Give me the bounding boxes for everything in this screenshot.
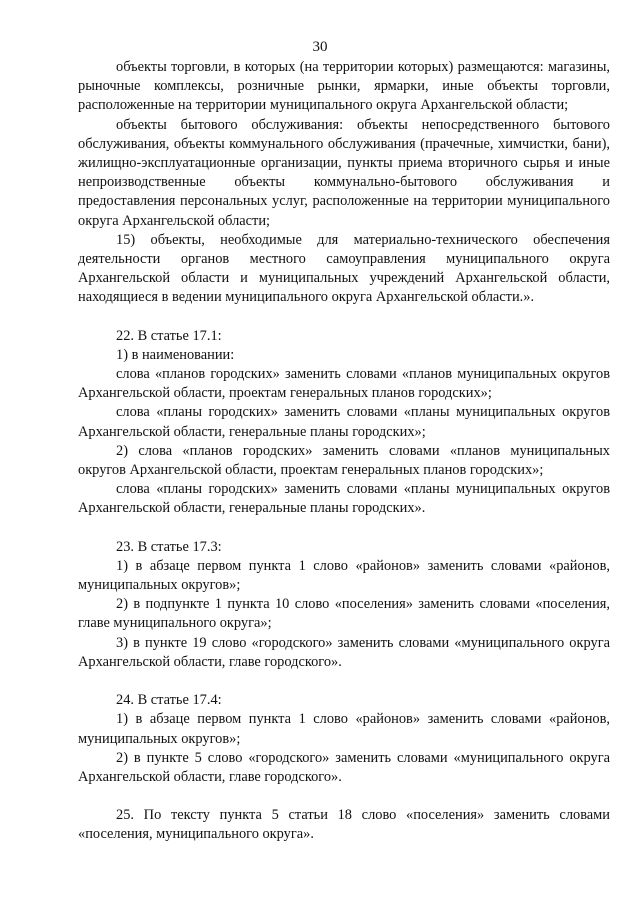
paragraph: слова «планы городских» заменить словами «планы муниципальных округов Архангельской области, генеральные планы городских»; — [78, 404, 610, 440]
paragraph: 2) в подпункте 1 пункта 10 слово «поселения» заменить словами «поселения, главе муниципального округа»; — [78, 596, 610, 632]
paragraph: 15) объекты, необходимые для материально-технического обеспечения деятельности органов местного самоуправления муниципального округа Архангельской области и муниципальных учреждений Архангельской области, находящиеся в ведении муниципального округа Архангельской области.». — [78, 231, 610, 306]
paragraph: 2) слова «планов городских» заменить словами «планов муниципальных округов Архангельской области, проектам генеральных планов городских»; — [78, 442, 610, 479]
paragraph: объекты бытового обслуживания: объекты непосредственного бытового обслуживания, объекты коммунального обслуживания (прачечные, химчистки, бани), жилищно-эксплуатационные организации, пункты приема вторичного сырья и иные непроизводственные объекты коммунально-бытового обслуживания и предоставления персональных услуг, расположенные на территории муниципального округа Архангельской области; — [78, 116, 610, 229]
paragraph: объекты торговли, в которых (на территории которых) размещаются: магазины, рыночные комплексы, розничные рынки, ярмарки, иные объекты торговли, расположенные на территории муниципального округа Архангельской области; — [78, 59, 610, 114]
page-number: 30 — [312, 39, 328, 55]
paragraph: 3) в пункте 19 слово «городского» заменить словами «муниципального округа Архангельской области, главе городского». — [78, 634, 610, 670]
paragraph: 25. По тексту пункта 5 статьи 18 слово «поселения» заменить словами «поселения, муниципального округа». — [78, 807, 610, 843]
paragraph: 1) в наименовании: — [116, 346, 235, 363]
paragraph: 2) в пункте 5 слово «городского» заменить словами «муниципального округа Архангельской области, главе городского». — [78, 749, 610, 785]
article-heading: 23. В статье 17.3: — [116, 538, 222, 555]
paragraph: 1) в абзаце первом пункта 1 слово «районов» заменить словами «районов, муниципальных округов»; — [78, 711, 610, 747]
paragraph: слова «планы городских» заменить словами «планы муниципальных округов Архангельской области, генеральные планы городских». — [78, 481, 610, 517]
document-body — [78, 58, 610, 845]
paragraph: 1) в абзаце первом пункта 1 слово «районов» заменить словами «районов, муниципальных округов»; — [78, 557, 610, 594]
article-heading: 22. В статье 17.1: — [116, 327, 222, 344]
paragraph: слова «планов городских» заменить словами «планов муниципальных округов Архангельской области, проектам генеральных планов городских»; — [78, 366, 610, 402]
article-heading: 24. В статье 17.4: — [116, 692, 222, 709]
